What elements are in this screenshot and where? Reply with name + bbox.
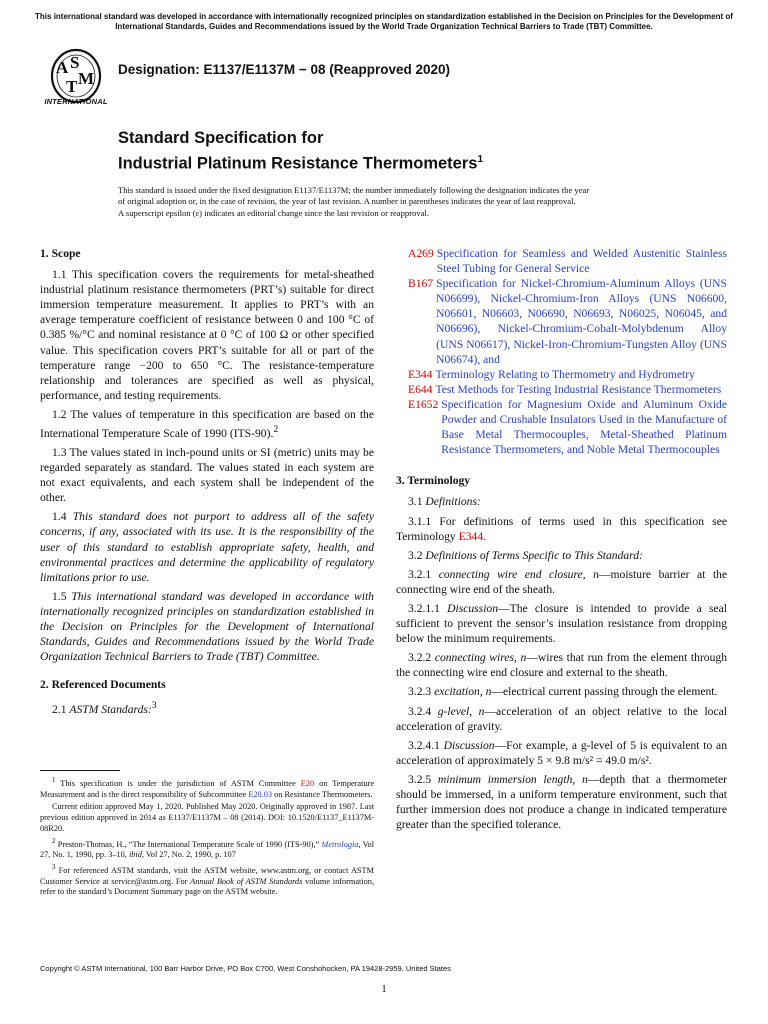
safety-caveat: This standard does not purport to address all of the safety concerns, if any, associated with its use. It is the responsibility of the user of this standard to establish appropriate safety, health, and environmental practices and determine the applicability of regulatory limitations prior to use. [40, 510, 374, 584]
title-line-2-text: Industrial Platinum Resistance Thermometers [118, 154, 478, 173]
paragraph-text: 3.1.1 For definitions of terms used in this specification see Terminology [396, 514, 727, 543]
issuance-line: of original adoption or, in the case of revision, the year of last revision. A number in parentheses indicates the year of last reapproval. [118, 196, 576, 207]
defined-term: connecting wire end closure, n [438, 567, 599, 581]
paragraph-number: 3.1 [408, 495, 423, 509]
designation: Designation: E1137/E1137M − 08 (Reapproved 2020) [118, 62, 451, 77]
reference-link-a269[interactable]: A269 [408, 247, 434, 260]
title-footnote-ref[interactable]: 1 [477, 154, 484, 165]
svg-text:T: T [66, 77, 78, 96]
paragraph-2-1 [40, 698, 374, 717]
footnote-1 [40, 776, 374, 800]
footnote-text: For referenced ASTM standards, visit the ASTM website, www.astm.org, or contact ASTM Customer Service at service@astm.org. For [40, 865, 374, 886]
paragraph-number: 1.5 [52, 589, 67, 603]
footnote-text: ibid [128, 850, 142, 860]
paragraph-number: 2.1 [52, 703, 67, 717]
svg-text:A: A [56, 58, 69, 77]
specific-definitions-label: Definitions of Terms Specific to This Standard: [425, 548, 643, 562]
discussion-text: —For example, a g-level of 5 is equivalent to an acceleration of approximately 5 × 9.8 m/s² = 49.0 m/s². [396, 738, 727, 767]
reference-link-e644[interactable]: E644 [408, 382, 433, 396]
paragraph-number: 3.2.1.1 [408, 601, 440, 615]
footnote-2 [40, 837, 374, 861]
footnote-text: Annual Book of ASTM Standards [190, 876, 303, 886]
tbt-notice: This international standard was developed in accordance with internationally recognized principles on standardization established in the Decision on Principles for the Development of International Standards, Guides and Recommendations issued by the World Trade Organization Technical Barriers to Trade (TBT) Committee. [35, 12, 733, 31]
title-line-1: Standard Specification for [118, 129, 324, 147]
issuance-line: This standard is issued under the fixed designation E1137/E1137M; the number immediately following the designation indicates the year [118, 185, 590, 195]
footnote-rule [40, 770, 120, 771]
defined-term: g-level, n [437, 704, 485, 718]
issuance-note [118, 185, 678, 219]
reference-item [396, 397, 727, 457]
footnotes [40, 776, 374, 900]
footnote-text: , Vol 27, No. 2, 1990, p. 107 [141, 850, 236, 860]
right-column [396, 246, 727, 836]
paragraph-3-2-3 [396, 684, 727, 699]
paragraph-number: 3.2.2 [408, 651, 432, 665]
paragraph-number: 3.2.1 [408, 567, 432, 581]
tbt-statement: This international standard was developed in accordance with internationally recognized principles on standardization established in the Decision on Principles for the Development of International Standards, Guides and Recommendations issued by the World Trade Organization Technical Barriers to Trade (TBT) Committee. [40, 589, 374, 664]
issuance-line: A superscript epsilon (ε) indicates an editorial change since the last revision or reapproval. [118, 207, 429, 218]
document-title [118, 128, 483, 175]
definitions-label: Definitions: [425, 495, 481, 509]
discussion-label: Discussion [447, 601, 499, 615]
reference-item [396, 246, 727, 276]
defined-term: connecting wires, n [434, 651, 527, 665]
paragraph-1-2 [40, 407, 374, 441]
reference-list [396, 246, 727, 457]
paragraph-1-5 [40, 589, 374, 664]
footnote-text: volume information, refer to the standard’s Document Summary page on the ASTM website. [40, 876, 375, 897]
paragraph-number: 3.2.3 [408, 685, 432, 699]
footnote-3 [40, 863, 374, 898]
paragraph-3-2-2 [396, 650, 727, 680]
definition-text: —moisture barrier at the connecting wire end of the sheath. [396, 567, 728, 596]
link-metrologia[interactable]: Metrologia [321, 839, 359, 849]
footnote-1-edition: Current edition approved May 1, 2020. Published May 2020. Originally approved in 1987. Last previous edition approved in 2014 as E1137/E1137M – 08 (2014). DOI: 10.1520/E1137_E1137M-08R20. [40, 802, 374, 833]
reference-link-e1652[interactable]: E1652 [408, 397, 439, 411]
footnote-marker: 2 [52, 837, 56, 845]
reference-title[interactable]: Test Methods for Testing Industrial Resistance Thermometers [435, 382, 722, 396]
discussion-label: Discussion [443, 738, 495, 752]
paragraph-number: 3.2 [408, 548, 423, 562]
paragraph-3-2 [396, 548, 727, 563]
paragraph-3-2-4 [396, 704, 727, 734]
footnote-text: This specification is under the jurisdiction of ASTM Committee [60, 778, 296, 788]
svg-text:S: S [70, 53, 80, 72]
reference-item [396, 382, 727, 397]
svg-text:M: M [78, 69, 95, 88]
footnote-ref-2[interactable]: 2 [273, 424, 279, 436]
paragraph-1-2-text: 1.2 The values of temperature in this specification are based on the International Temperature Scale of 1990 (ITS-90). [40, 407, 374, 440]
definition-text: —wires that run from the element through the connecting wire end closure and external to the sheath. [396, 651, 727, 680]
discussion-text: —The closure is intended to provide a seal sufficient to prevent the sensor’s insulation resistance from dropping below the minimum requirements. [396, 601, 727, 646]
paragraph-number: 3.2.4.1 [408, 738, 440, 752]
astm-standards-label: ASTM Standards: [69, 703, 152, 717]
footnote-text: Preston-Thomas, H., “The International Temperature Scale of 1990 (ITS-90),” [57, 839, 320, 849]
footnote-ref-3[interactable]: 3 [151, 700, 157, 712]
section-heading-scope: 1. Scope [40, 247, 81, 260]
paragraph-3-2-4-1 [396, 738, 727, 768]
astm-logo-subtitle: INTERNATIONAL [44, 97, 108, 106]
reference-item [396, 276, 727, 367]
defined-term: minimum immersion length, n [437, 772, 588, 786]
definition-text: —electrical current passing through the element. [491, 685, 718, 699]
link-e344[interactable]: E344 [458, 529, 484, 543]
footnote-text: on Resistance Thermometers. [274, 789, 373, 799]
reference-link-e344[interactable]: E344 [408, 367, 433, 381]
reference-link-b167[interactable]: B167 [408, 277, 434, 291]
left-column [40, 246, 374, 721]
reference-title[interactable]: Specification for Magnesium Oxide and Aluminum Oxide Powder and Crushable Insulators Used in the Manufacture of Base Metal Thermocouples, Metal-Sheathed Platinum Resistance Thermometers, and Noble Metal Thermocouples [441, 397, 727, 457]
reference-item [396, 367, 727, 382]
paragraph-1-3: 1.3 The values stated in inch-pound units or SI (metric) units may be regarded separately as standard. The values stated in each system are not exact equivalents, and each system shall be independent of the other. [40, 445, 374, 505]
link-e20[interactable]: E20 [300, 778, 315, 788]
title-line-2 [118, 149, 483, 175]
paragraph-1-4 [40, 509, 374, 584]
paragraph-number: 3.2.5 [408, 772, 432, 786]
paragraph-number: 3.2.4 [408, 704, 432, 718]
footnote-text: , Vol 27, No. 1, 1990, pp. 3–10, [40, 839, 375, 860]
section-heading-referenced-documents: 2. Referenced Documents [40, 678, 166, 692]
copyright-notice: Copyright © ASTM International, 100 Barr Harbor Drive, PO Box C700, West Conshohocken, PA 19428-2959. United States [40, 964, 451, 973]
link-e20-03[interactable]: E20.03 [248, 789, 273, 799]
reference-title[interactable]: Specification for Nickel-Chromium-Aluminum Alloys (UNS N06699), Nickel-Chromium-Iron Alloys (UNS N06600, N06601, N06603, N06690, N06693, N06025, N06045, and N06696), Nickel-Chromium-Cobalt-Molybdenum Alloy (UNS N06617), Nickel-Iron-Chromium-Tungsten Alloy (UNS N06674), and [436, 277, 727, 366]
definition-text: —acceleration of an object relative to the local acceleration of gravity. [396, 704, 727, 733]
paragraph-text: . [483, 529, 487, 543]
paragraph-3-2-1 [396, 567, 727, 597]
defined-term: excitation, n [434, 685, 492, 699]
paragraph-3-1 [396, 494, 727, 509]
paragraph-3-2-5 [396, 772, 727, 832]
paragraph-number: 1.4 [52, 510, 67, 524]
reference-title[interactable]: Terminology Relating to Thermometry and Hydrometry [435, 367, 695, 381]
footnote-text: on Temperature Measurement and is the direct responsibility of Subcommittee [40, 778, 374, 799]
footnote-marker: 3 [52, 864, 56, 872]
section-heading-terminology: 3. Terminology [396, 474, 471, 488]
footnote-marker: 1 [52, 777, 56, 784]
paragraph-1-1: 1.1 This specification covers the requirements for metal-sheathed industrial platinum resistance thermometers (PRT’s) suitable for direct immersion temperature measurement. It applies to PRT’s with an average temperature coefficient of resistance between 0 and 100 °C of 0.385 %/°C and nominal resistance at 0 °C of 100 Ω or other specified value. This specification covers PRT’s suitable for all or part of the temperature range −200 to 650 °C. The resistance-temperature relationship and tolerances are specified as well as physical, performance, and testing requirements. [40, 268, 374, 402]
paragraph-3-2-1-1 [396, 601, 727, 646]
definition-text: —depth that a thermometer should be immersed, in a uniform temperature environment, such that further immersion does not produce a change in indicated temperature greater than the specified tolerance. [396, 772, 727, 832]
paragraph-3-1-1 [396, 514, 727, 544]
reference-title[interactable]: Specification for Seamless and Welded Austenitic Stainless Steel Tubing for General Service [436, 247, 727, 276]
page-number: 1 [381, 983, 387, 995]
